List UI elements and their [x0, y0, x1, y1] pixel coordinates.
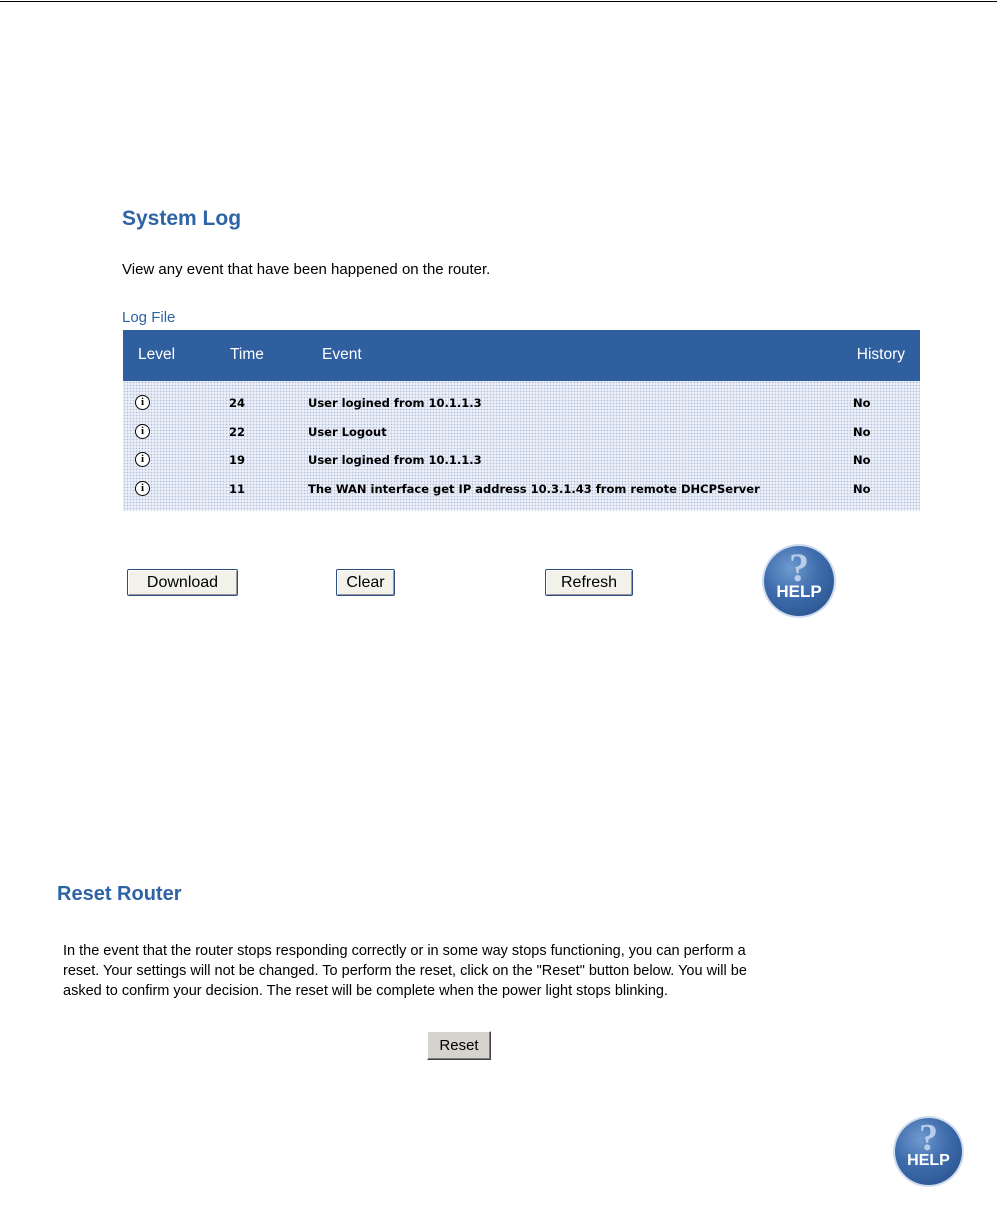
column-header-time: Time — [230, 346, 264, 363]
system-log-title: System Log — [122, 207, 242, 230]
system-log-intro: View any event that have been happened on the router. — [122, 261, 491, 278]
download-button[interactable]: Download — [127, 569, 238, 596]
row-event: The WAN interface get IP address 10.3.1.43 from remote DHCPServer — [308, 482, 760, 496]
log-table-body — [123, 381, 920, 511]
table-row — [123, 451, 920, 471]
table-row — [123, 423, 920, 443]
reset-description-line: reset. Your settings will not be changed. To perform the reset, click on the "Reset" button below. You will be — [63, 963, 747, 979]
row-event: User Logout — [308, 425, 387, 439]
row-history: No — [853, 425, 871, 439]
reset-description-line: asked to confirm your decision. The reset will be complete when the power light stops blinking. — [63, 983, 669, 999]
row-history: No — [853, 396, 871, 410]
reset-router-title: Reset Router — [57, 883, 182, 905]
column-header-history: History — [856, 346, 905, 363]
log-table — [123, 330, 920, 511]
reset-description-line: In the event that the router stops responding correctly or in some way stops functioning, you can perform a — [63, 943, 746, 959]
row-time: 19 — [229, 453, 246, 467]
log-file-subheading: Log File — [122, 309, 176, 326]
column-header-level: Level — [138, 346, 176, 363]
row-time: 24 — [229, 396, 246, 410]
log-table-header — [123, 330, 920, 381]
refresh-button[interactable]: Refresh — [545, 569, 633, 596]
row-history: No — [853, 482, 871, 496]
row-history: No — [853, 453, 871, 467]
row-event: User logined from 10.1.1.3 — [308, 396, 482, 410]
row-time: 11 — [229, 482, 246, 496]
help-icon[interactable]: ? HELP — [895, 1118, 962, 1185]
row-time: 22 — [229, 425, 246, 439]
clear-button[interactable]: Clear — [336, 569, 395, 596]
info-icon: i — [135, 452, 150, 467]
info-icon: i — [135, 424, 150, 439]
reset-button[interactable]: Reset — [427, 1031, 491, 1060]
help-label: HELP — [776, 582, 822, 601]
column-header-event: Event — [322, 346, 362, 363]
table-row — [123, 480, 920, 500]
top-divider — [0, 1, 997, 2]
help-icon[interactable]: ? HELP — [764, 546, 834, 616]
info-icon: i — [135, 395, 150, 410]
reset-description — [63, 941, 863, 1001]
table-row — [123, 394, 920, 414]
row-event: User logined from 10.1.1.3 — [308, 453, 482, 467]
help-label: HELP — [907, 1152, 950, 1169]
info-icon: i — [135, 481, 150, 496]
